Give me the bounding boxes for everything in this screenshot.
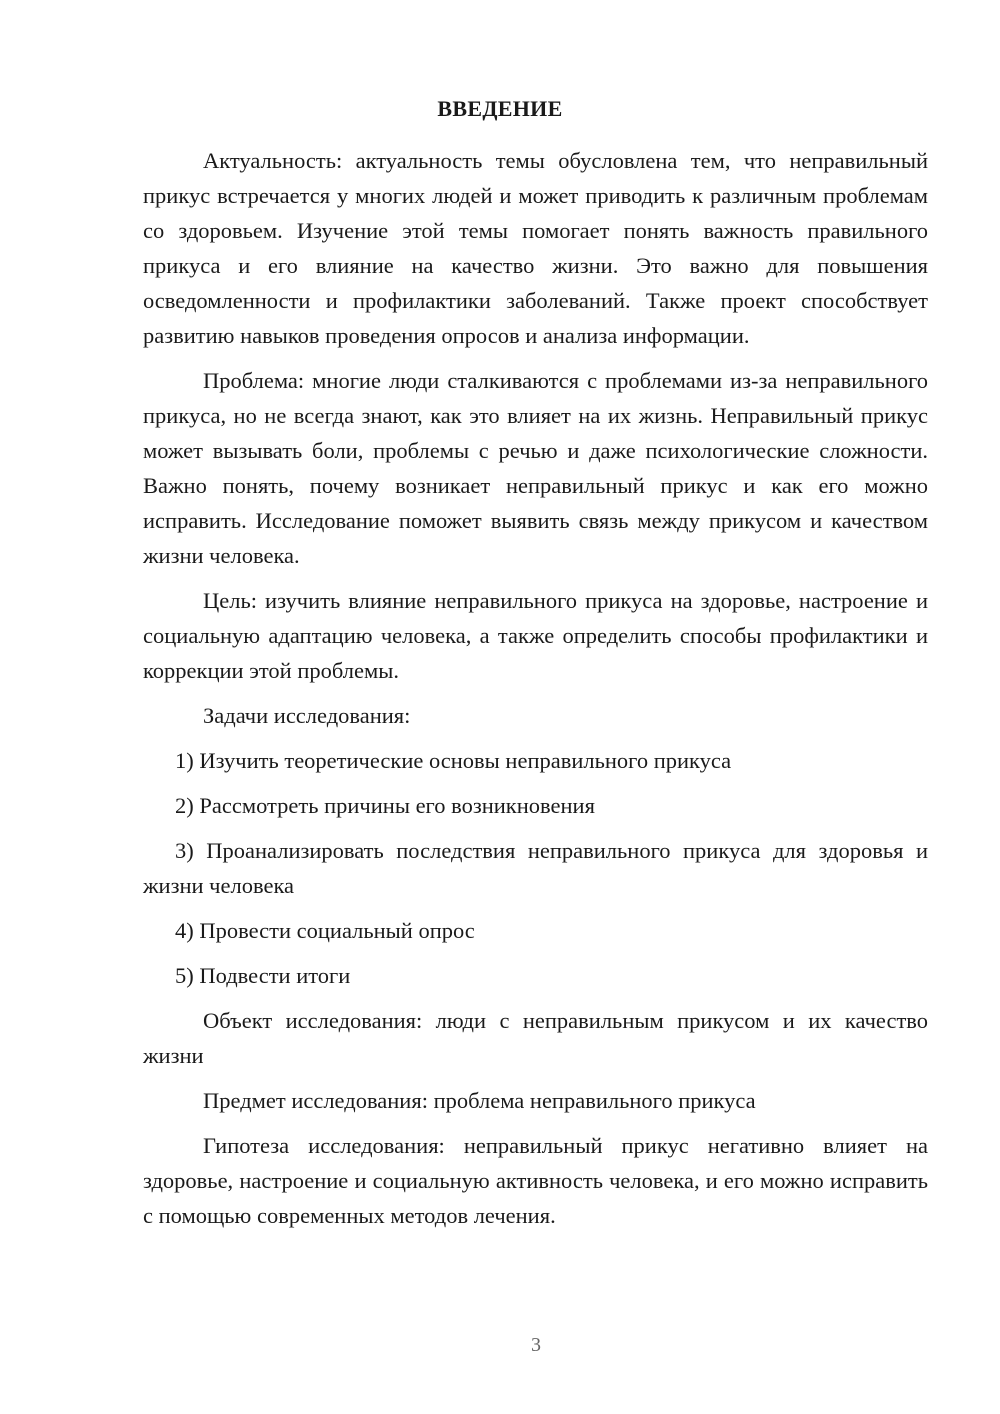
paragraph-goal: Цель: изучить влияние неправильного прикуса на здоровье, настроение и социальную адаптацию человека, а также определить способы профилактики и коррекции этой проблемы. — [143, 588, 928, 683]
page-number: 3 — [531, 1334, 541, 1356]
task-item-5: 5) Подвести итоги — [175, 963, 351, 988]
task-item-2: 2) Рассмотреть причины его возникновения — [175, 793, 595, 818]
task-item-3: 3) Проанализировать последствия неправильного прикуса для здоровья и жизни человека — [143, 838, 928, 898]
body-text — [143, 143, 928, 1233]
section-title: ВВЕДЕНИЕ — [437, 96, 563, 121]
tasks-heading: Задачи исследования: — [203, 703, 411, 728]
task-item-4: 4) Провести социальный опрос — [175, 918, 475, 943]
paragraph-problem: Проблема: многие люди сталкиваются с проблемами из-за неправильного прикуса, но не всегда знают, как это влияет на их жизнь. Неправильный прикус может вызывать боли, проблемы с речью и даже психологические сложности. Важно понять, почему возникает неправильный прикус и как его можно исправить. Исследование поможет выявить связь между прикусом и качеством жизни человека. — [143, 368, 928, 568]
paragraph-relevance: Актуальность: актуальность темы обусловлена тем, что неправильный прикус встречается у многих людей и может приводить к различным проблемам со здоровьем. Изучение этой темы помогает понять важность правильного прикуса и его влияние на качество жизни. Это важно для повышения осведомленности и профилактики заболеваний. Также проект способствует развитию навыков проведения опросов и анализа информации. — [143, 148, 928, 348]
paragraph-subject: Предмет исследования: проблема неправильного прикуса — [203, 1088, 756, 1113]
paragraph-object: Объект исследования: люди с неправильным прикусом и их качество жизни — [143, 1008, 928, 1068]
paragraph-hypothesis: Гипотеза исследования: неправильный прикус негативно влияет на здоровье, настроение и социальную активность человека, и его можно исправить с помощью современных методов лечения. — [143, 1133, 928, 1228]
task-item-1: 1) Изучить теоретические основы неправильного прикуса — [175, 748, 732, 773]
